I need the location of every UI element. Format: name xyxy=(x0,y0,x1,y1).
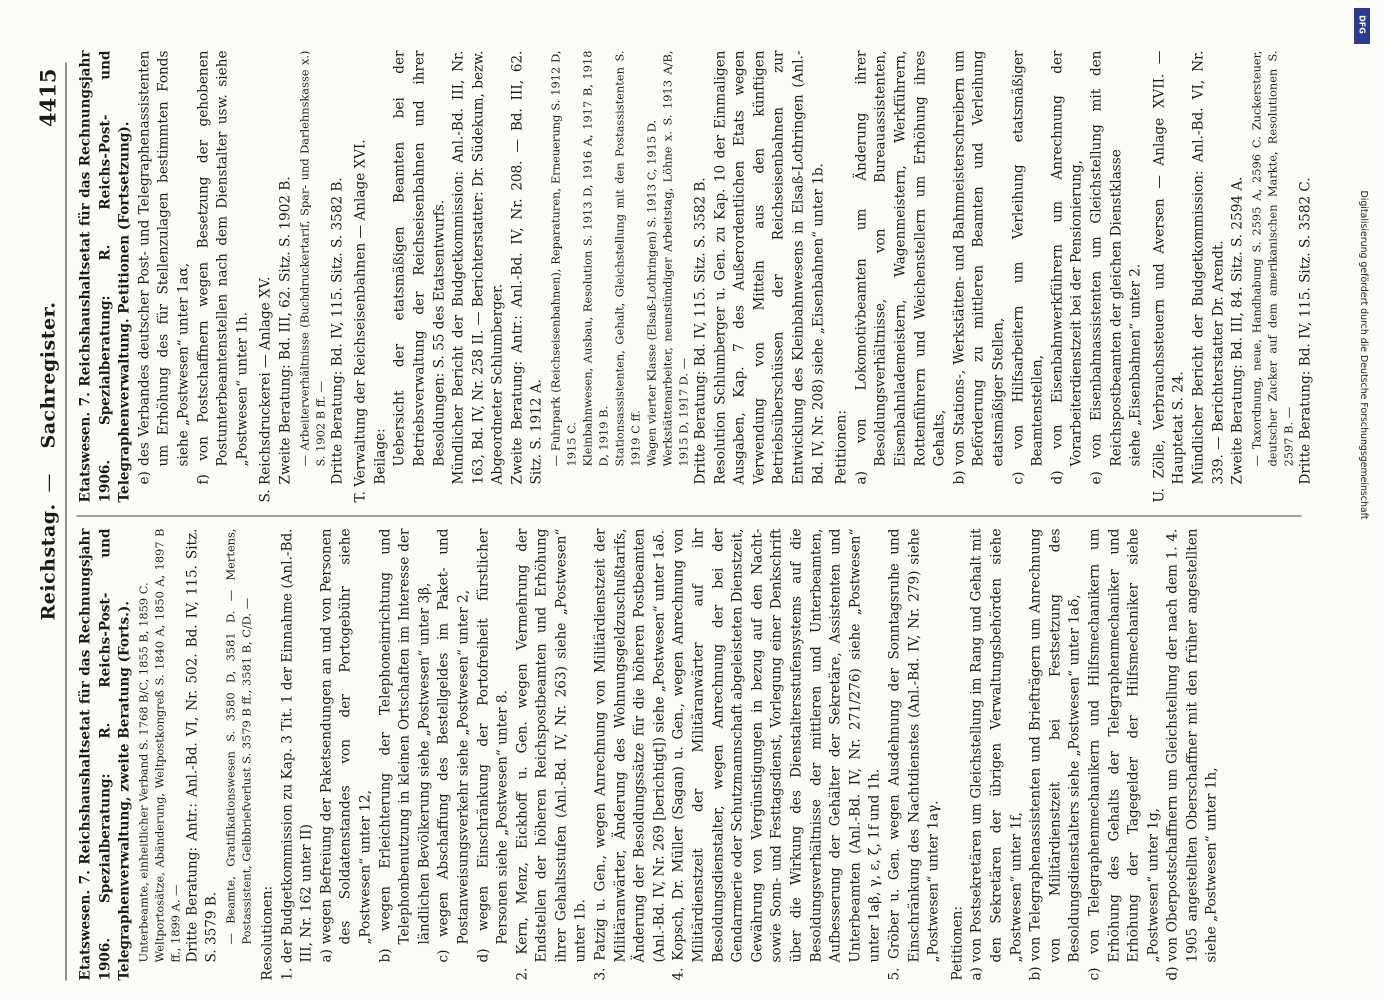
right-column xyxy=(77,51,1316,503)
register-entry: U. Zölle, Verbrauchssteuern und Aversen — Anlage XVII. — Hauptetat S. 24. xyxy=(1151,50,1187,503)
register-entry: Zweite Beratung: Bd. III, 84. Sitz. S. 2594 A. xyxy=(1229,176,1246,485)
register-entry: b) von Stations-, Werkstätten- und Bahnmeisterschreibern um Beförderung zu mittleren Beamten und Verleihung etatsmäßiger Stellen, xyxy=(951,50,1007,485)
register-entry: Beilage: xyxy=(372,428,389,485)
register-entry: Dritte Beratung: Antr.: Anl.-Bd. VI, Nr. 502. Bd. IV, 115. Sitz. S. 3579 B. xyxy=(184,528,220,963)
register-entry: f) von Postschaffnern wegen Besetzung der gehobenen Postunterbeamtenstellen nach dem Dienstalter usw. siehe „Postwesen“ unter 1h. xyxy=(195,50,251,485)
page-number: 4415 xyxy=(35,68,61,127)
register-entry: c) von Hilfsarbeitern um Verleihung etatsmäßiger Beamtenstellen, xyxy=(1010,50,1046,485)
register-entry: — Beamte, Gratifikationswesen S. 3580 D, 3581 D. — Mertens, Postassistent, Gelbbriefverlust S. 3579 B ff., 3581 B, C/D. — xyxy=(223,528,254,945)
register-entry: Zweite Beratung: Bd. III, 62. Sitz. S. 1902 B. xyxy=(277,176,294,485)
register-entry: a) von Postsekretären um Gleichstellung im Rang und Gehalt mit den Sekretären der übrigen Verwaltungsbehörden siehe „Postwesen“ unter 1f, xyxy=(968,528,1025,981)
register-entry: Unterbeamte, einheitlicher Verband S. 1768 B/C, 1855 B, 1859 C. xyxy=(136,582,151,963)
register-entry: 3. Patzig u. Gen., wegen Anrechnung von Militärdienstzeit der Militäranwärter, Änderung des Wohnungsgeldzuschußtarifs, Änderung der Besoldungssätze für die höheren Postbeamten (Anl.-Bd. IV, Nr. 269 [berichtigt]) siehe „Postwesen“ unter 1aδ. xyxy=(592,528,668,981)
register-entry: Etatswesen. 7. Reichshaushaltsetat für das Rechnungsjahr 1906. Spezialberatung: R. Reichs-Post- und Telegraphenverwaltung. Petitionen (Fortsetzung). xyxy=(77,50,133,503)
register-entry: Weltportosätze, Abänderung, Weltpostkongreß S. 1840 A, 1850 A, 1897 B ff., 1899 A. — xyxy=(152,528,183,963)
register-entry: e) des Verbandes deutscher Post- und Telegraphenassistenten um Erhöhung des für Stellenzulagen bestimmten Fonds siehe „Postwesen“ unter 1aα, xyxy=(136,50,192,485)
register-entry: Zweite Beratung: Antr.: Anl.-Bd. IV, Nr. 208. — Bd. III, 62. Sitz. S. 1912 A. xyxy=(509,50,545,485)
register-entry: a) von Lokomotivbeamten um Änderung ihrer Besoldungsverhältnisse, von Bureauassistenten, Eisenbahnlademeistern, Wagenmeistern, Werkführern, Rottenführern und Weichenstellern um Erhöhung ihres Gehalts, xyxy=(853,50,948,485)
register-entry: d) wegen Einschränkung der Portofreiheit fürstlicher Personen siehe „Postwesen“ unter 8. xyxy=(475,528,511,963)
register-entry: e) von Eisenbahnassistenten um Gleichstellung mit den Reichspostbeamten der gleichen Dienstklasse xyxy=(1088,50,1125,485)
register-entry: Kleinbahnwesen, Ausbau, Resolution S. 1913 D, 1916 A, 1917 B, 1918 D, 1919 B. xyxy=(580,50,611,467)
register-entry: — Fuhrpark (Reichseisenbahnen), Reparaturen, Erneuerung S. 1912 D, 1915 C. xyxy=(548,50,579,467)
register-entry: Mündlicher Bericht der Budgetkommission: Anl.-Bd. VI, Nr. 339. — Berichterstatter Dr. Arendt. xyxy=(1190,50,1226,485)
register-entry: d) von Eisenbahnwerkführern um Anrechnung der Vorarbeiterdienstzeit bei der Pensionierung, xyxy=(1049,50,1085,485)
register-entry: Wagen vierter Klasse (Elsaß-Lothringen) S. 1913 C, 1915 D. xyxy=(644,119,659,467)
rotated-register-page xyxy=(0,1,1383,1001)
header-separator: — xyxy=(37,473,60,493)
left-column xyxy=(77,529,1223,981)
register-entry: 2. Kern, Menz, Eickhoff u. Gen. wegen Vermehrung der Endstellen der höheren Reichspostbeamten und Erhöhung ihrer Gehaltsstufen (Anl.-Bd. IV, Nr. 263) siehe „Postwesen“ unter 1b. xyxy=(514,528,589,981)
register-entry: siehe „Eisenbahnen“ unter 2. xyxy=(1127,263,1144,467)
register-entry: T. Verwaltung der Reichseisenbahnen — Anlage XVI. xyxy=(352,139,369,503)
digitization-stamp xyxy=(1351,8,1373,992)
header-left-title: Reichstag. xyxy=(37,503,60,621)
stamp-text: Digitalisierung gefördert durch die Deutsche Forschungsgemeinschaft xyxy=(1358,190,1369,520)
header-right-title: Sachregister. xyxy=(37,301,60,449)
register-entry: Werkstättenarbeiter, neunstündiger Arbeitstag, Löhne x. S. 1913 A/B, 1915 D, 1917 D. — xyxy=(660,50,691,467)
register-entry: Stationsassistenten, Gehalt, Gleichstellung mit den Postassistenten S. 1919 C ff. xyxy=(612,50,643,467)
register-entry: d) von Oberpostschaffnern um Gleichstellung der nach dem 1. 4. 1905 angestellten Oberschaffner mit den früher angestellten siehe „Postwesen“ unter 1h, xyxy=(1164,528,1220,981)
register-entry: — Arbeiterverhältnisse (Buchdruckertarif, Spar- und Darlehnskasse x.) S. 1902 B ff. — xyxy=(297,50,328,467)
register-entry: a) wegen Befreiung der Paketsendungen an und von Personen des Soldatenstandes von der Portogebühr siehe „Postwesen“ unter 12, xyxy=(318,528,374,963)
register-entry: Dritte Beratung: Bd. IV, 115. Sitz. S. 3582 C. xyxy=(1297,177,1314,485)
page-header xyxy=(32,63,67,981)
register-entry: 1. der Budgetkommission zu Kap. 3 Tit. 1 der Einnahme (Anl.-Bd. III, Nr. 162 unter II) xyxy=(279,528,315,981)
register-entry: Uebersicht der etatsmäßigen Beamten bei der Betriebsverwaltung der Reichseisenbahnen und ihrer Besoldungen: S. 55 des Etatsentwurfs. xyxy=(391,50,447,467)
register-entry: Dritte Beratung: Bd. IV, 115. Sitz. S. 3582 B. xyxy=(692,177,709,485)
register-entry: c) wegen Abschaffung des Bestellgeldes im Paket- und Postanweisungsverkehr siehe „Postwesen“ unter 2, xyxy=(435,528,472,963)
register-entry: Etatswesen. 7. Reichshaushaltsetat für das Rechnungsjahr 1906. Spezialberatung: R. Reichs-Post- und Telegraphenverwaltung, zweite Beratung (Forts.). xyxy=(77,528,133,981)
register-entry: — Taxordnung, neue, Handhabung S. 2595 A, 2596 C. Zuckersteuer, deutscher Zucker auf dem amerikanischen Markte, Resolutionen S. 2597 B. — xyxy=(1249,50,1296,467)
register-entry: S. Reichsdruckerei — Anlage XV. xyxy=(257,276,274,503)
register-entry: Petitionen: xyxy=(949,905,966,981)
register-entry: Resolution Schlumberger u. Gen. zu Kap. 10 der Einmaligen Ausgaben, Kap. 7 des Außerordentlichen Etats wegen Verwendung von Mitteln aus den künftigen Betriebsüberschüssen der Reichseisenbahnen zur Entwicklung des Kleinbahnwesens in Elsaß-Lothringen (Anl.-Bd. IV, Nr. 208) siehe „Eisenbahnen“ unter 1b. xyxy=(712,50,827,485)
register-entry: Dritte Beratung: Bd. IV, 115. Sitz. S. 3582 B. xyxy=(329,177,346,485)
register-entry: b) wegen Erleichterung der Telephoneinrichtung und Telephonbenutzung in kleinen Ortschaften im Interesse der ländlichen Bevölkerung siehe „Postwesen“ unter 3β, xyxy=(377,528,433,963)
register-entry: b) von Telegraphenassistenten und Briefträgern um Anrechnung von Militärdienstzeit bei Festsetzung des Besoldungsdienstalters siehe „Postwesen“ unter 1aδ, xyxy=(1027,528,1083,981)
register-entry: 4. Kopsch, Dr. Müller (Sagan) u. Gen., wegen Anrechnung von Militärdienstzeit der Militäranwärter auf ihr Besoldungsdienstalter, wegen Anrechnung der bei der Gendarmerie oder Schutzmannschaft abgeleisteten Dienstzeit, Gewährung von Vergünstigungen in bezug auf den Nacht- sowie Sonn- und Festtagsdienst, Vorlegung einer Denkschrift über die Wirkung des Dienstaltersstufensystems auf die Besoldungsverhältnisse der mittleren und Unterbeamten, Aufbesserung der Gehälter der Sekretäre, Assistenten und Unterbeamten (Anl.-Bd. IV, Nr. 271/276) siehe „Postwesen“ unter 1aβ, γ, ε, ζ, 1f und 1h. xyxy=(670,528,883,981)
dfg-logo: DFG xyxy=(1354,8,1370,44)
register-entry: Mündlicher Bericht der Budgetkommission: Anl.-Bd. III, Nr. 163, Bd. IV, Nr. 258 II. — Berichterstatter: Dr. Südekum, bezw. Abgeordneter Schlumberger. xyxy=(450,50,506,485)
column-divider xyxy=(77,516,1302,517)
register-entry: Resolutionen: xyxy=(259,885,276,981)
register-entry: c) von Telegraphenmechanikern und Hilfsmechanikern um Erhöhung des Gehalts der Telegraphenmechaniker und Erhöhung der Tagegelder der Hilfsmechaniker siehe „Postwesen“ unter 1g, xyxy=(1086,528,1162,981)
register-entry: Petitionen: xyxy=(833,409,850,485)
register-entry: 5. Gröber u. Gen. wegen Ausdehnung der Sonntagsruhe und Einschränkung des Nachtdienstes (Anl.-Bd. IV, Nr. 279) siehe „Postwesen“ unter 1aγ. xyxy=(886,528,942,981)
